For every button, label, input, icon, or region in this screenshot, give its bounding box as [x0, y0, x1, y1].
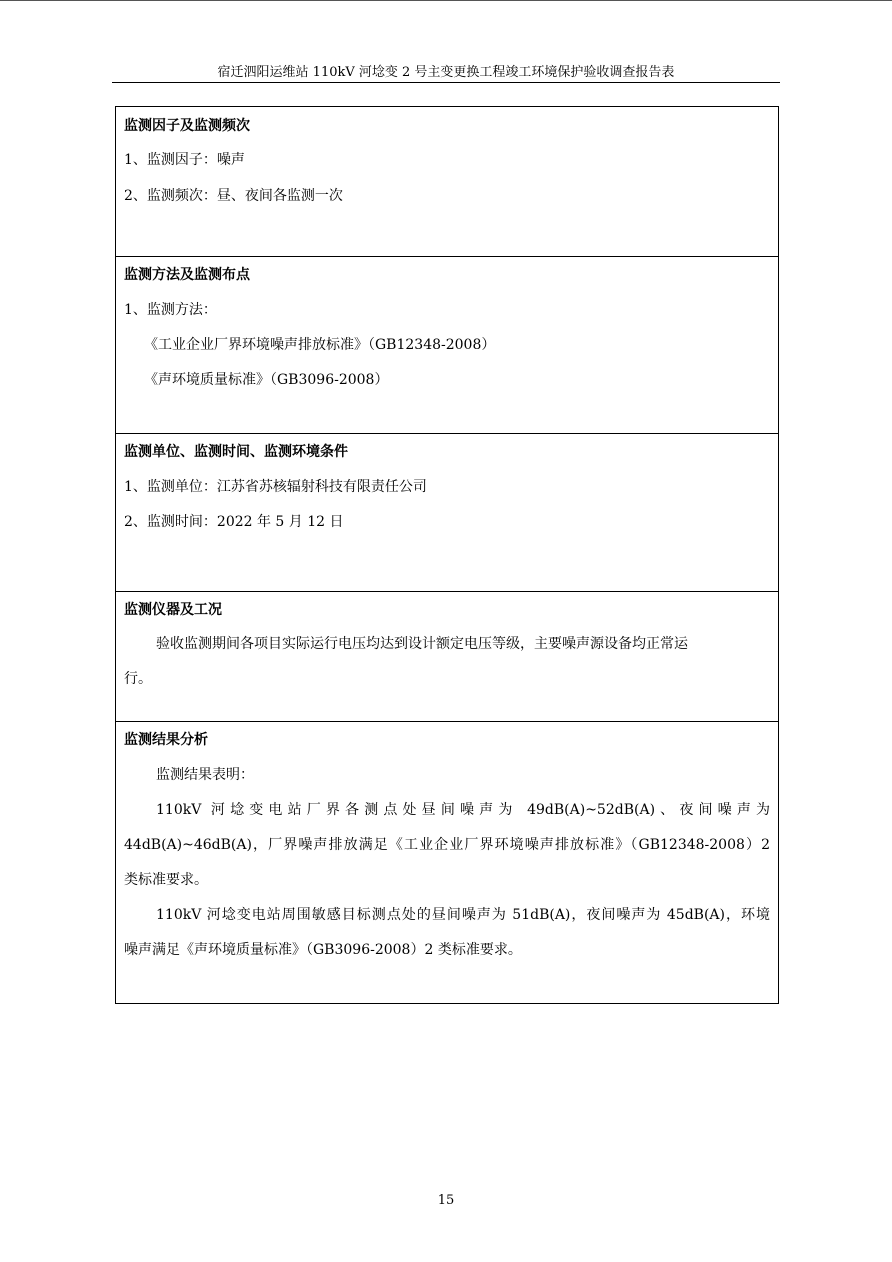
- document-header: 宿迁泗阳运维站 110kV 河埝变 2 号主变更换工程竣工环境保护验收调查报告表: [217, 65, 675, 80]
- section-line: 《工业企业厂界环境噪声排放标准》（GB12348-2008）: [144, 337, 496, 353]
- section-line: 《声环境质量标准》（GB3096-2008）: [144, 372, 389, 388]
- section-line: 验收监测期间各项目实际运行电压均达到设计额定电压等级，主要噪声源设备均正常运: [156, 636, 688, 652]
- page-number: 15: [437, 1193, 455, 1208]
- section-monitoring-methods: [116, 257, 778, 434]
- section-line: 噪声满足《声环境质量标准》（GB3096-2008）2 类标准要求。: [124, 942, 522, 958]
- section-monitoring-factors: [116, 107, 778, 257]
- section-monitoring-unit: [116, 434, 778, 592]
- section-line: 1、监测方法：: [124, 302, 217, 318]
- section-line: 110kV 河埝变电站厂界各测点处昼间噪声为 49dB(A)~52dB(A)、夜间噪声为: [156, 802, 770, 818]
- section-line: 行。: [124, 671, 152, 687]
- section-line: 1、监测因子：噪声: [124, 152, 245, 168]
- section-line: 2、监测频次：昼、夜间各监测一次: [124, 188, 343, 204]
- section-line: 1、监测单位：江苏省苏核辐射科技有限责任公司: [124, 479, 427, 495]
- section-results: [116, 722, 778, 1003]
- section-title: 监测单位、监测时间、监测环境条件: [124, 444, 348, 460]
- section-title: 监测因子及监测频次: [124, 118, 250, 134]
- section-instruments: [116, 592, 778, 722]
- header-rule: [112, 82, 780, 83]
- section-title: 监测结果分析: [124, 732, 208, 748]
- section-line: 44dB(A)~46dB(A)，厂界噪声排放满足《工业企业厂界环境噪声排放标准》（GB12348-2008）2: [124, 837, 770, 853]
- section-line: 110kV 河埝变电站周围敏感目标测点处的昼间噪声为 51dB(A)，夜间噪声为 45dB(A)，环境: [156, 907, 770, 923]
- section-line: 类标准要求。: [124, 872, 208, 888]
- section-line: 监测结果表明：: [156, 767, 254, 783]
- section-line: 2、监测时间：2022 年 5 月 12 日: [124, 514, 344, 530]
- report-table: [115, 106, 779, 1004]
- section-title: 监测方法及监测布点: [124, 267, 250, 283]
- page-top-rule: [0, 0, 892, 1]
- section-title: 监测仪器及工况: [124, 602, 222, 618]
